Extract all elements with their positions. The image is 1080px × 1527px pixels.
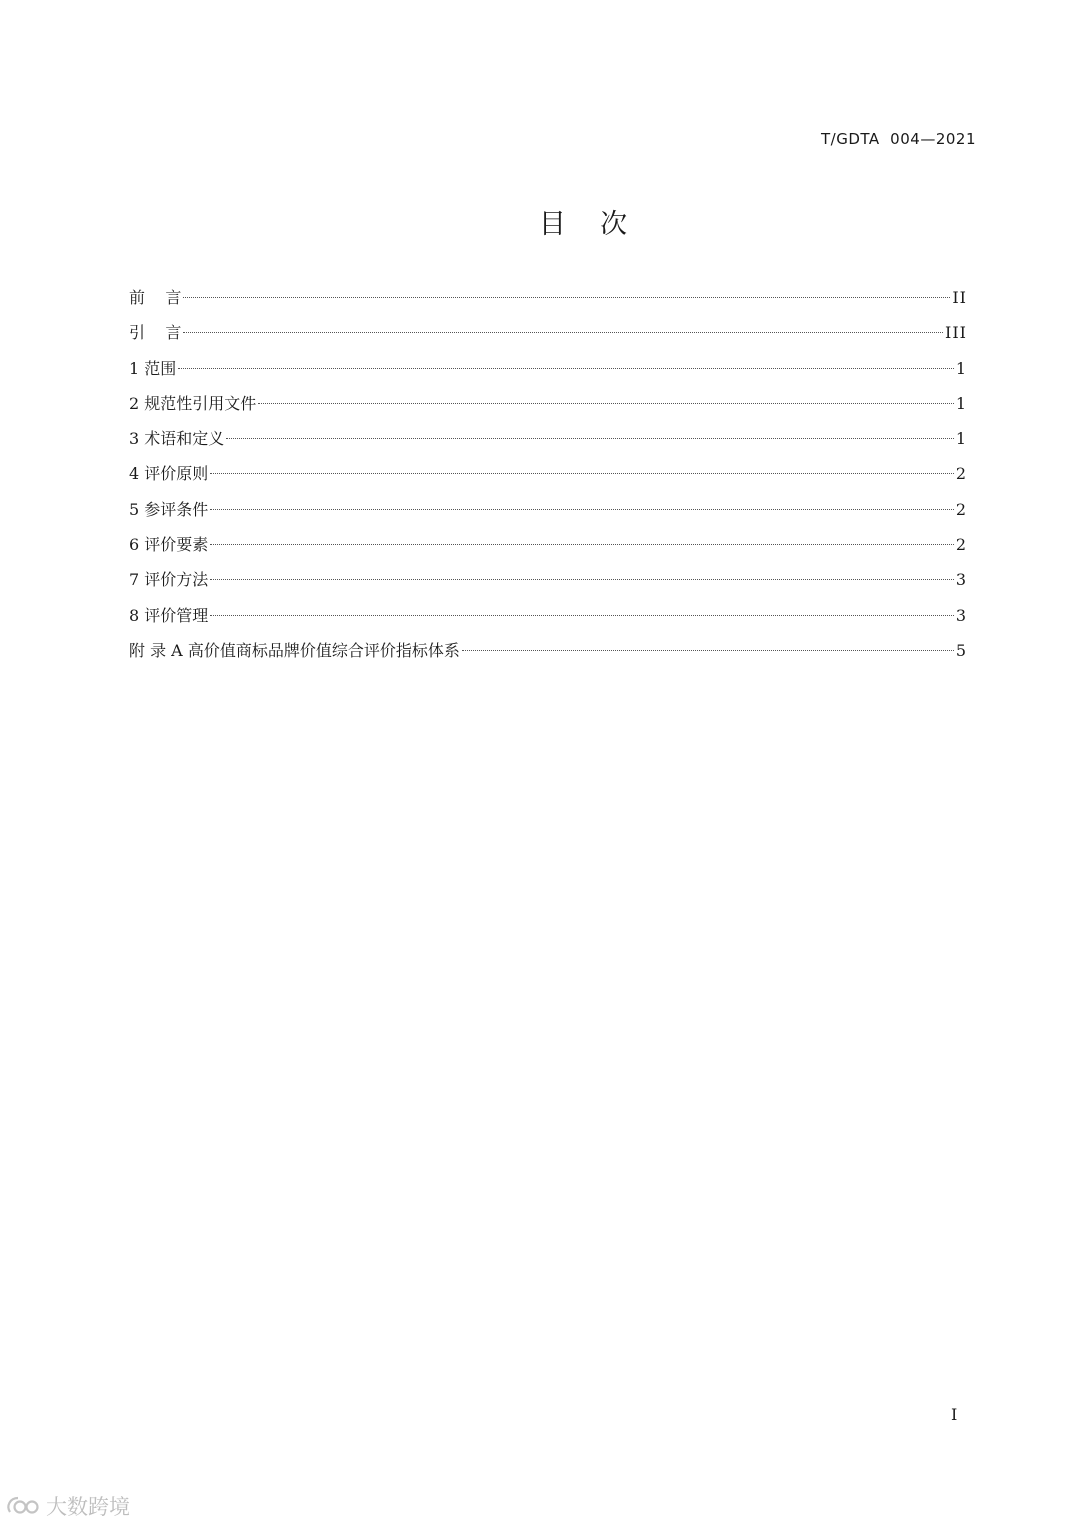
toc-entry-page: 5 <box>955 640 967 660</box>
toc-leader-dots <box>183 297 950 298</box>
toc-entry-page: 3 <box>955 570 967 590</box>
toc-entry-label: 3 术语和定义 <box>129 429 225 449</box>
toc-entry-evaluation-methods[interactable] <box>129 562 967 597</box>
toc-entry-evaluation-elements[interactable] <box>129 527 967 562</box>
toc-leader-dots <box>210 615 954 616</box>
document-code: T/GDTA 004—2021 <box>821 130 976 148</box>
page-number: I <box>951 1405 958 1424</box>
toc-entry-scope[interactable] <box>129 351 967 386</box>
toc-entry-page: 1 <box>955 358 967 378</box>
weibo-eye-logo-icon <box>4 1494 42 1518</box>
toc-entry-foreword[interactable] <box>129 280 967 315</box>
toc-entry-introduction[interactable] <box>129 315 967 350</box>
toc-entry-page: 1 <box>955 429 967 449</box>
toc-entry-label: 8 评价管理 <box>129 605 209 625</box>
toc-entry-appendix-a[interactable] <box>129 633 967 668</box>
toc-entry-page: 2 <box>955 535 967 555</box>
toc-entry-page: III <box>945 323 967 343</box>
toc-entry-normative-references[interactable] <box>129 386 967 421</box>
table-of-contents <box>129 280 967 668</box>
toc-entry-label: 引 言 <box>129 323 182 343</box>
toc-entry-label: 附 录 A 高价值商标品牌价值综合评价指标体系 <box>129 640 460 660</box>
toc-entry-label: 前 言 <box>129 288 182 307</box>
toc-entry-page: 2 <box>955 464 967 484</box>
toc-entry-page: 3 <box>955 605 967 625</box>
toc-leader-dots <box>258 403 954 404</box>
toc-entry-label: 6 评价要素 <box>129 535 209 555</box>
toc-entry-label: 4 评价原则 <box>129 464 209 484</box>
toc-entry-evaluation-management[interactable] <box>129 598 967 633</box>
toc-leader-dots <box>210 509 954 510</box>
toc-entry-terms-definitions[interactable] <box>129 421 967 456</box>
toc-leader-dots <box>178 368 954 369</box>
toc-entry-page: II <box>952 288 967 307</box>
page-title: 目 次 <box>538 209 628 240</box>
watermark-text: 大数跨境 <box>46 1495 130 1519</box>
toc-entry-label: 1 范围 <box>129 358 177 378</box>
toc-leader-dots <box>210 579 954 580</box>
toc-entry-page: 2 <box>955 499 967 519</box>
toc-leader-dots <box>183 332 943 333</box>
toc-leader-dots <box>226 438 954 439</box>
watermark <box>4 1491 130 1521</box>
toc-entry-participation-conditions[interactable] <box>129 492 967 527</box>
toc-entry-evaluation-principles[interactable] <box>129 456 967 491</box>
toc-leader-dots <box>210 544 954 545</box>
toc-leader-dots <box>462 650 954 651</box>
toc-leader-dots <box>210 473 954 474</box>
toc-entry-page: 1 <box>955 393 967 413</box>
toc-entry-label: 7 评价方法 <box>129 570 209 590</box>
toc-entry-label: 2 规范性引用文件 <box>129 393 257 413</box>
toc-entry-label: 5 参评条件 <box>129 499 209 519</box>
